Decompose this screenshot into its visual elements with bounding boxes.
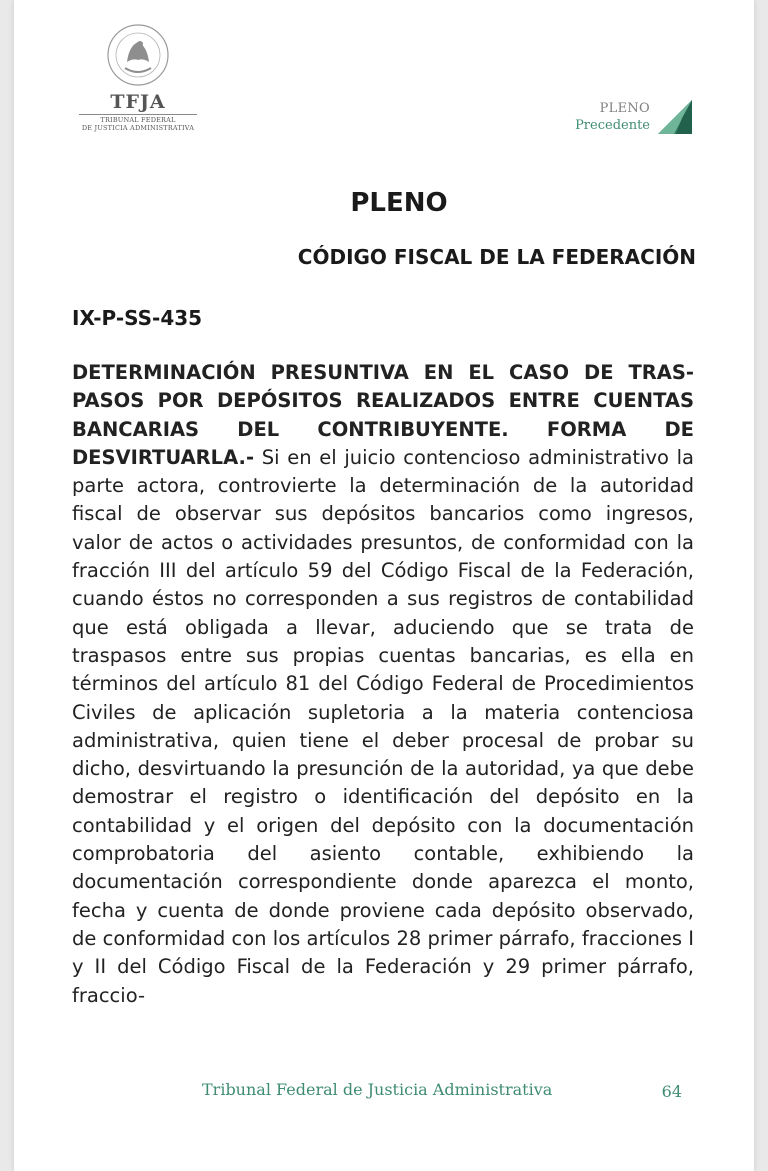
footer-institution: Tribunal Federal de Justicia Administrativa — [202, 1080, 553, 1099]
footer-page-number: 64 — [661, 1082, 682, 1101]
document-page — [14, 0, 754, 1171]
logo-subtitle-line2: DE JUSTICIA ADMINISTRATIVA — [81, 124, 195, 132]
precedent-code: IX-P-SS-435 — [72, 306, 203, 330]
badge-line2: Precedente — [575, 118, 650, 133]
precedent-body — [72, 359, 694, 1010]
tfja-logo — [76, 22, 200, 132]
triangle-badge-icon — [656, 98, 696, 136]
eagle-seal-icon — [105, 22, 171, 88]
precedent-heading: DETERMINACIÓN PRESUNTIVA EN EL CASO DE TRASPASOS POR DEPÓSITOS REALIZADOS ENTRE CUENTAS BANCARIAS DEL CONTRIBUYENTE. FORMA DE DESVIRTUARLA.- — [72, 361, 694, 469]
badge-line1: PLENO — [599, 101, 650, 116]
pleno-precedente-badge — [566, 98, 696, 138]
page-subtitle: CÓDIGO FISCAL DE LA FEDERACIÓN — [297, 245, 696, 269]
page-title: PLENO — [350, 188, 448, 218]
precedent-text: Si en el juicio contencioso administrativo la parte actora, controvierte la determinación de la autoridad fiscal de observar sus depósitos bancarios como ingresos, valor de actos o actividades presuntos, de conformidad con la fracción III del artículo 59 del Código Fiscal de la Federación, cuando éstos no corresponden a sus registros de contabilidad que está obligada a llevar, aduciendo que se trata de traspasos entre sus propias cuentas bancarias, es ella en términos del artículo 81 del Código Federal de Procedimientos Civiles de aplicación supletoria a la materia contenciosa administrativa, quien tiene el deber procesal de probar su dicho, desvirtuando la presunción de la autoridad, ya que debe demostrar el registro o identificación del depósito en la contabilidad y el origen del depósito con la documentación comprobatoria del asiento contable, exhibiendo la documentación correspondiente donde aparezca el monto, fecha y cuenta de donde proviene cada depósito observado, de conformidad con los artículos 28 primer párrafo, fracciones I y II del Código Fiscal de la Federación y 29 primer párrafo, fraccio- — [72, 445, 694, 1007]
logo-acronym: TFJA — [110, 91, 166, 113]
logo-subtitle-line1: TRIBUNAL FEDERAL — [100, 116, 176, 124]
logo-divider — [79, 114, 197, 115]
